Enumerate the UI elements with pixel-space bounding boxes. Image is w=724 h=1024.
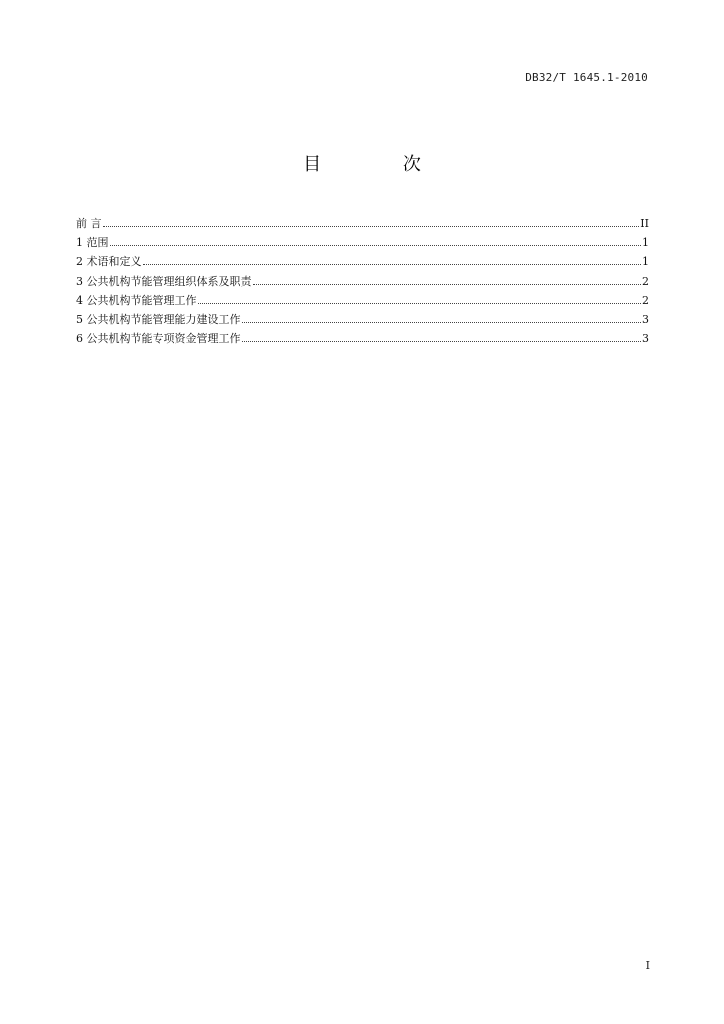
table-of-contents (76, 214, 649, 348)
toc-entry-page: 3 (642, 312, 649, 326)
toc-entry-page: 2 (642, 274, 649, 288)
toc-entry-label: 6 公共机构节能专项资金管理工作 (76, 332, 241, 346)
toc-entry-label: 3 公共机构节能管理组织体系及职责 (76, 274, 252, 288)
toc-entry-capacity-building[interactable] (76, 310, 649, 329)
toc-entry-page: 2 (642, 293, 649, 307)
toc-entry-label: 1 范围 (76, 236, 109, 250)
toc-entry-scope[interactable] (76, 233, 649, 252)
toc-entry-organization[interactable] (76, 272, 649, 291)
toc-dot-leader (110, 245, 642, 246)
toc-entry-page: 1 (642, 236, 649, 250)
toc-title: 目 次 (303, 154, 459, 175)
toc-dot-leader (253, 284, 642, 285)
toc-entry-management-work[interactable] (76, 291, 649, 310)
toc-entry-foreword[interactable] (76, 214, 649, 233)
toc-entry-special-funds[interactable] (76, 329, 649, 348)
toc-dot-leader (103, 226, 640, 227)
page-number: I (645, 959, 650, 972)
toc-entry-page: 3 (642, 332, 649, 346)
document-code: DB32/T 1645.1-2010 (525, 71, 648, 84)
toc-dot-leader (242, 322, 642, 323)
toc-entry-label: 2 术语和定义 (76, 255, 142, 269)
toc-dot-leader (242, 341, 642, 342)
toc-entry-page: 1 (642, 255, 649, 269)
toc-entry-terms[interactable] (76, 252, 649, 271)
toc-dot-leader (198, 303, 642, 304)
toc-dot-leader (143, 264, 642, 265)
toc-entry-label: 5 公共机构节能管理能力建设工作 (76, 312, 241, 326)
toc-entry-page: II (640, 217, 649, 230)
toc-entry-label: 4 公共机构节能管理工作 (76, 293, 197, 307)
toc-entry-label: 前 言 (76, 217, 102, 230)
